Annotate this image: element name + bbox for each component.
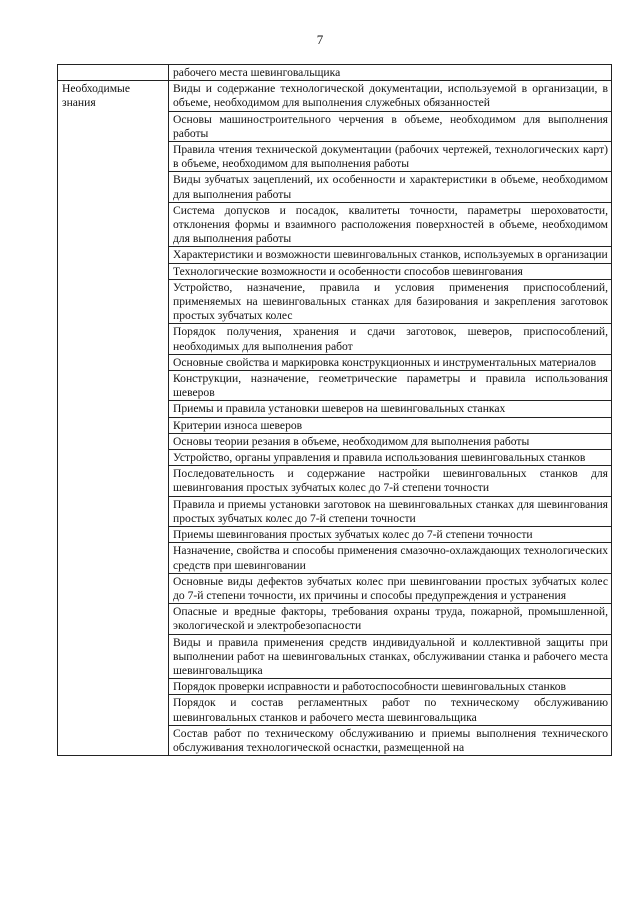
knowledge-item: Правила чтения технической документации (рабочих чертежей, технологических карт) в объеме, необходимом для выполнения работы: [169, 142, 612, 172]
empty-label-cell: [58, 65, 169, 81]
knowledge-item: Технологические возможности и особенности способов шевингования: [169, 263, 612, 279]
knowledge-item: Критерии износа шеверов: [169, 417, 612, 433]
knowledge-item: Виды зубчатых зацеплений, их особенности и характеристики в объеме, необходимом для выполнения работы: [169, 172, 612, 202]
knowledge-item: Виды и правила применения средств индивидуальной и коллективной защиты при выполнении работ на шевинговальных станках, обслуживании станка и рабочего места шевинговальщика: [169, 634, 612, 679]
knowledge-item: Порядок и состав регламентных работ по техническому обслуживанию шевинговальных станков и рабочего места шевинговальщика: [169, 695, 612, 725]
knowledge-item: Устройство, назначение, правила и условия применения приспособлений, применяемых на шевинговальных станках для базирования и закрепления заготовок простых зубчатых колес: [169, 279, 612, 324]
section-label: Необходимые знания: [58, 81, 169, 756]
table-row: [58, 81, 612, 111]
knowledge-item: Последовательность и содержание настройки шевинговальных станков для шевингования простых зубчатых колес до 7-й степени точности: [169, 466, 612, 496]
knowledge-item: Конструкции, назначение, геометрические параметры и правила использования шеверов: [169, 371, 612, 401]
knowledge-item: Основы машиностроительного черчения в объеме, необходимом для выполнения работы: [169, 111, 612, 141]
knowledge-item: Назначение, свойства и способы применения смазочно-охлаждающих технологических средств при шевинговании: [169, 543, 612, 573]
knowledge-item: Виды и содержание технологической документации, используемой в организации, в объеме, необходимом для выполнения служебных обязанностей: [169, 81, 612, 111]
table-row-continuation: [58, 65, 612, 81]
knowledge-item: Приемы шевингования простых зубчатых колес до 7-й степени точности: [169, 527, 612, 543]
continuation-text: рабочего места шевинговальщика: [169, 65, 612, 81]
knowledge-item: Опасные и вредные факторы, требования охраны труда, пожарной, промышленной, экологической и электробезопасности: [169, 604, 612, 634]
knowledge-item: Порядок проверки исправности и работоспособности шевинговальных станков: [169, 679, 612, 695]
knowledge-requirements-table: [57, 64, 612, 756]
knowledge-item: Основные свойства и маркировка конструкционных и инструментальных материалов: [169, 354, 612, 370]
knowledge-item: Правила и приемы установки заготовок на шевинговальных станках для шевингования простых зубчатых колес до 7-й степени точности: [169, 496, 612, 526]
knowledge-item: Приемы и правила установки шеверов на шевинговальных станках: [169, 401, 612, 417]
knowledge-item: Устройство, органы управления и правила использования шевинговальных станков: [169, 450, 612, 466]
knowledge-item: Основы теории резания в объеме, необходимом для выполнения работы: [169, 433, 612, 449]
knowledge-item: Характеристики и возможности шевинговальных станков, используемых в организации: [169, 247, 612, 263]
knowledge-item: Основные виды дефектов зубчатых колес при шевинговании простых зубчатых колес до 7-й степени точности, их причины и способы предупреждения и устранения: [169, 573, 612, 603]
knowledge-item: Порядок получения, хранения и сдачи заготовок, шеверов, приспособлений, необходимых для выполнения работ: [169, 324, 612, 354]
knowledge-item: Состав работ по техническому обслуживанию и приемы выполнения технического обслуживания технологической оснастки, размещенной на: [169, 725, 612, 755]
page-number: 7: [316, 32, 324, 47]
knowledge-item: Система допусков и посадок, квалитеты точности, параметры шероховатости, отклонения формы и взаимного расположения поверхностей в объеме, необходимом для выполнения работы: [169, 202, 612, 247]
